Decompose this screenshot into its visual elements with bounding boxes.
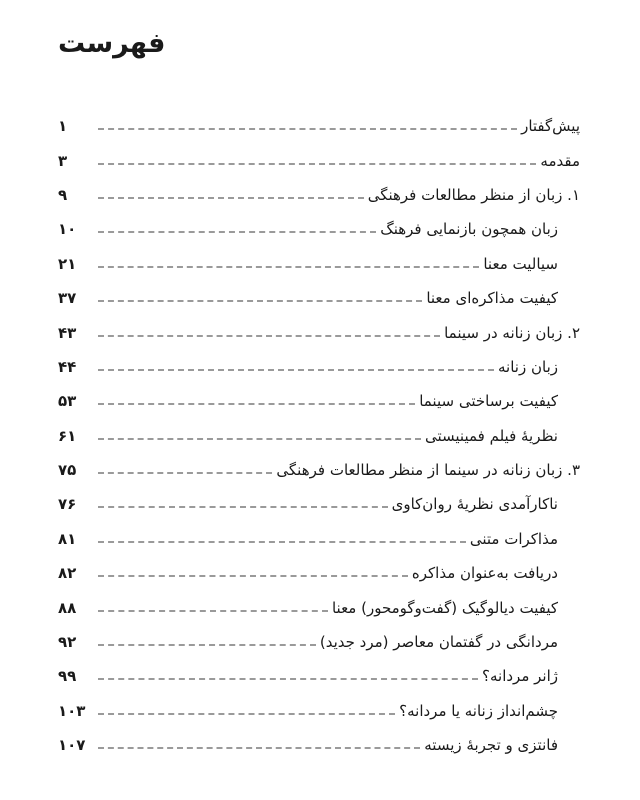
dotted-leader	[98, 678, 478, 680]
dotted-leader	[98, 747, 420, 749]
toc-entry-label: پیش‌گفتار	[521, 117, 580, 136]
dotted-leader	[98, 438, 421, 440]
toc-chapter-label: ۲. زبان زنانه در سینما	[444, 323, 580, 342]
toc-entry[interactable]	[58, 384, 580, 418]
dotted-leader	[98, 197, 364, 199]
dotted-leader	[98, 713, 395, 715]
toc-entry-label: زبان زنانه	[498, 357, 558, 376]
toc-page-number: ۳۷	[58, 289, 77, 308]
toc-page-number: ۲۱	[58, 254, 77, 273]
toc-page-number: ۱۰۷	[58, 736, 86, 755]
toc-entry[interactable]	[58, 522, 580, 556]
toc-entry-label: ناکارآمدی نظریهٔ روان‌کاوی	[391, 495, 558, 514]
toc-page-number: ۴۴	[58, 357, 77, 376]
dotted-leader	[98, 266, 479, 268]
toc-entry-label: کیفیت دیالوگیک (گفت‌وگومحور) معنا	[331, 598, 558, 617]
toc-page-number: ۷۵	[58, 461, 77, 480]
toc-entry[interactable]	[58, 247, 580, 281]
toc-page-number: ۱	[58, 117, 68, 136]
toc-entry-label: مقدمه	[540, 151, 580, 170]
dotted-leader	[98, 369, 494, 371]
toc-entry-label: فانتزی و تجربهٔ زیسته	[424, 736, 558, 755]
toc-entry[interactable]	[58, 143, 580, 177]
dotted-leader	[98, 644, 316, 646]
dotted-leader	[98, 541, 466, 543]
toc-page-number: ۹۹	[58, 667, 77, 686]
toc-entry-label: سیالیت معنا	[483, 254, 558, 273]
toc-chapter-label: ۱. زبان از منظر مطالعات فرهنگی	[367, 185, 580, 204]
toc-page-number: ۸۲	[58, 564, 77, 583]
toc-page-number: ۷۶	[58, 495, 77, 514]
toc-entry[interactable]	[58, 590, 580, 624]
toc-page-number: ۴۳	[58, 323, 77, 342]
toc-entry[interactable]	[58, 659, 580, 693]
table-of-contents	[58, 109, 580, 762]
toc-page-number: ۹۲	[58, 633, 77, 652]
dotted-leader	[98, 575, 408, 577]
toc-chapter[interactable]	[58, 453, 580, 487]
toc-entry-label: مذاکرات متنی	[469, 529, 558, 548]
toc-chapter[interactable]	[58, 315, 580, 349]
toc-page-number: ۵۳	[58, 392, 77, 411]
dotted-leader	[98, 506, 388, 508]
dotted-leader	[98, 128, 517, 130]
toc-entry-label: چشم‌انداز زنانه یا مردانه؟	[399, 701, 558, 720]
toc-entry[interactable]	[58, 694, 580, 728]
toc-entry[interactable]	[58, 212, 580, 246]
dotted-leader	[98, 300, 422, 302]
toc-page-number: ۱۰۳	[58, 701, 86, 720]
toc-entry[interactable]	[58, 281, 580, 315]
toc-entry[interactable]	[58, 109, 580, 143]
dotted-leader	[98, 403, 415, 405]
toc-entry-label: مردانگی در گفتمان معاصر (مرد جدید)	[319, 633, 558, 652]
toc-page-number: ۸۱	[58, 529, 77, 548]
toc-entry-label: زبان همچون بازنمایی فرهنگ	[380, 220, 558, 239]
toc-chapter[interactable]	[58, 178, 580, 212]
dotted-leader	[98, 610, 328, 612]
toc-entry-label: کیفیت مذاکره‌ای معنا	[426, 289, 558, 308]
toc-chapter-label: ۳. زبان زنانه در سینما از منظر مطالعات فرهنگی	[276, 461, 580, 480]
toc-page-number: ۱۰	[58, 220, 77, 239]
toc-page-number: ۹	[58, 185, 68, 204]
dotted-leader	[98, 231, 376, 233]
toc-entry[interactable]	[58, 350, 580, 384]
toc-entry[interactable]	[58, 556, 580, 590]
toc-entry-label: نظریهٔ فیلم فمینیستی	[425, 426, 558, 445]
toc-entry-label: کیفیت برساختی سینما	[419, 392, 558, 411]
toc-entry-label: دریافت به‌عنوان مذاکره	[411, 564, 558, 583]
toc-page-number: ۳	[58, 151, 68, 170]
dotted-leader	[98, 335, 440, 337]
toc-entry[interactable]	[58, 419, 580, 453]
toc-entry[interactable]	[58, 487, 580, 521]
page-title: فهرست	[58, 28, 166, 59]
toc-entry-label: ژانر مردانه؟	[482, 667, 558, 686]
dotted-leader	[98, 472, 272, 474]
toc-entry[interactable]	[58, 625, 580, 659]
dotted-leader	[98, 163, 536, 165]
toc-page-number: ۶۱	[58, 426, 77, 445]
toc-entry[interactable]	[58, 728, 580, 762]
toc-page-number: ۸۸	[58, 598, 77, 617]
